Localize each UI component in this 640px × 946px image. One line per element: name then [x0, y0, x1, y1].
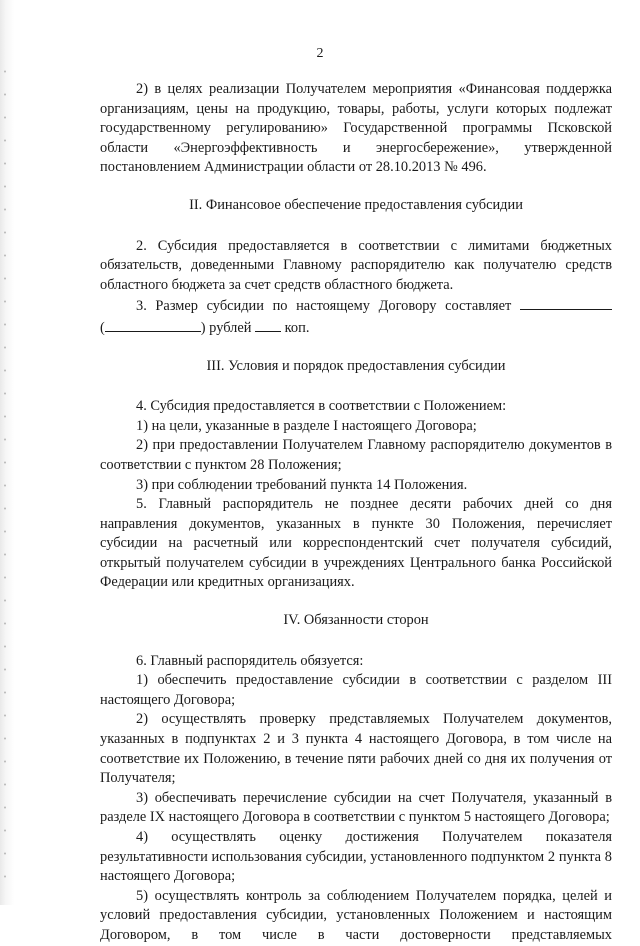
rubles-label: ) рублей — [200, 319, 252, 336]
paragraph-4-1: 1) на цели, указанные в разделе I настоящего Договора; — [136, 417, 477, 434]
paragraph-6-4: 4) осуществлять оценку достижения Получателем показателя результативности использования субсидии, установленного подпунктом 2 пункта 8 настоящего Договора; — [100, 829, 612, 885]
kopecks-blank[interactable] — [255, 317, 281, 332]
section-4-heading: IV. Обязанности сторон — [283, 612, 429, 629]
section-2-heading: II. Финансовое обеспечение предоставления субсидии — [189, 196, 523, 213]
paragraph-3-text: 3. Размер субсидии по настоящему Договору составляет — [136, 298, 512, 315]
paragraph-6-1: 1) обеспечить предоставление субсидии в соответствии с разделом III настоящего Договора; — [100, 672, 612, 708]
page-number: 2 — [316, 46, 324, 61]
paragraph-6-5: 5) осуществлять контроль за соблюдением Получателем порядка, целей и условий предоставления субсидии, установленных Положением и настоящим Договором, в том числе в части достоверности представляемых — [100, 887, 612, 943]
paragraph-5: 5. Главный распорядитель не позднее десяти рабочих дней со дня направления документов, указанных в пункте 30 Положения, перечисляет субсидии на расчетный или корреспондентский счет получателя субсидий, открытый получателем субсидии в учреждениях Центрального банка Российской Федерации или кредитных организациях. — [100, 496, 612, 591]
section-3-heading: III. Условия и порядок предоставления субсидии — [206, 357, 506, 374]
open-paren: ( — [100, 319, 105, 336]
paragraph-4-2: 2) при предоставлении Получателем Главному распорядителю документов в соответствии с пунктом 28 Положения; — [100, 437, 612, 473]
subsidy-words-blank[interactable] — [105, 317, 201, 332]
kopecks-label: коп. — [284, 319, 310, 336]
paragraph-6-2: 2) осуществлять проверку представляемых Получателем документов, указанных в подпунктах 2 и 3 пункта 4 настоящего Договора, в том числе на соответствие их Положению, в течение пяти рабочих дней со дня их получения от Получателя; — [100, 711, 612, 787]
paragraph-3-cont — [100, 317, 612, 339]
paragraph-6: 6. Главный распорядитель обязуется: — [136, 652, 364, 669]
paragraph-4-3: 3) при соблюдении требований пункта 14 Положения. — [136, 476, 468, 493]
paragraph-6-3: 3) обеспечивать перечисление субсидии на счет Получателя, указанный в разделе IX настоящего Договора в соответствии с пунктом 5 настоящего Договора; — [100, 789, 612, 826]
paragraph-2: 2. Субсидия предоставляется в соответствии с лимитами бюджетных обязательств, доведенными Главному распорядителю как получателю средств областного бюджета за счет средств областного бюджета. — [100, 237, 612, 293]
binding-holes — [3, 60, 7, 880]
subsidy-amount-blank[interactable] — [520, 295, 612, 310]
document-body — [100, 80, 612, 946]
paragraph-3 — [100, 295, 612, 317]
paragraph-goal-2: 2) в целях реализации Получателем мероприятия «Финансовая поддержка организациям, цены на продукцию, товары, работы, услуги которых подлежат государственному регулированию» Государственной программы Псковской области «Энергоэффективность и энергосбережение», утвержденной постановлением Администрации области от 28.10.2013 № 496. — [100, 81, 612, 176]
paragraph-4: 4. Субсидия предоставляется в соответствии с Положением: — [136, 398, 507, 415]
